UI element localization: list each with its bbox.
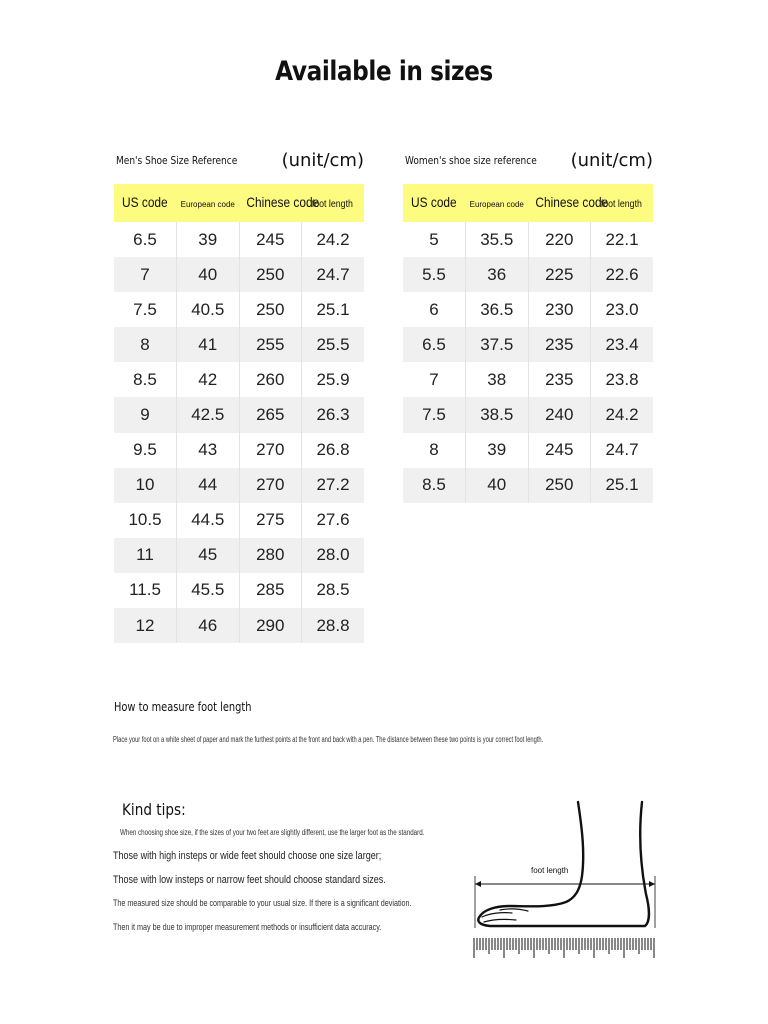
chinese-code-cell: 225 xyxy=(528,257,591,292)
us-code-cell: 7 xyxy=(429,369,439,389)
foot-length-cell: 27.2 xyxy=(302,468,365,503)
foot-outline xyxy=(478,802,649,926)
men-table-body xyxy=(114,222,364,643)
foot-length-cell: 25.1 xyxy=(591,468,654,503)
tip-line: The measured size should be comparable to your usual size. If there is a significant deviation. xyxy=(113,898,412,908)
table-row xyxy=(403,362,653,397)
foot-length-cell: 26.3 xyxy=(302,397,365,432)
us-code-cell: 8 xyxy=(114,327,177,362)
us-code-cell: 11 xyxy=(114,538,177,573)
european-code-cell: 38.5 xyxy=(466,397,529,432)
chinese-code-cell: 270 xyxy=(239,433,302,468)
us-code-cell: 5 xyxy=(429,229,439,249)
men-size-table xyxy=(114,184,364,643)
chinese-code-cell: 275 xyxy=(239,503,302,538)
european-code-cell: 39 xyxy=(466,433,529,468)
ruler xyxy=(474,938,654,958)
table-row xyxy=(114,538,364,573)
european-code-cell: 40.5 xyxy=(177,292,240,327)
women-table-header-row xyxy=(403,184,653,222)
foot-length-cell: 28.0 xyxy=(302,538,365,573)
us-code-cell: 8.5 xyxy=(403,468,466,503)
chinese-code-cell: 220 xyxy=(528,222,591,257)
european-code-cell: 38 xyxy=(466,362,529,397)
european-code-cell: 46 xyxy=(177,608,240,643)
european-code-cell: 40 xyxy=(466,468,529,503)
european-code-cell: 40 xyxy=(177,257,240,292)
table-row xyxy=(114,222,364,257)
chinese-code-cell: 255 xyxy=(239,327,302,362)
us-code-cell: 9.5 xyxy=(133,440,157,460)
header-us-code: US code xyxy=(114,184,177,222)
foot-length-cell: 28.8 xyxy=(302,608,365,643)
women-size-header xyxy=(403,150,653,184)
page-title: Available in sizes xyxy=(275,56,493,87)
us-code-cell: 8 xyxy=(429,440,439,460)
european-code-cell: 42 xyxy=(177,362,240,397)
foot-diagram xyxy=(470,798,660,962)
tip-line: Those with low insteps or narrow feet should choose standard sizes. xyxy=(113,874,386,886)
table-row xyxy=(114,397,364,432)
foot-length-cell: 27.6 xyxy=(302,503,365,538)
toe-lines xyxy=(482,909,528,922)
table-row xyxy=(403,327,653,362)
foot-length-cell: 22.6 xyxy=(591,257,654,292)
us-code-cell: 6 xyxy=(429,299,439,319)
chinese-code-cell: 270 xyxy=(239,468,302,503)
header-foot-length: foot length xyxy=(302,184,365,222)
women-table-body xyxy=(403,222,653,503)
table-row xyxy=(114,327,364,362)
men-size-header xyxy=(114,150,364,184)
chinese-code-cell: 230 xyxy=(528,292,591,327)
women-size-table xyxy=(403,184,653,503)
chinese-code-cell: 235 xyxy=(528,362,591,397)
men-size-section xyxy=(114,150,364,643)
foot-length-cell: 23.0 xyxy=(591,292,654,327)
foot-length-cell: 24.2 xyxy=(302,222,365,257)
table-row xyxy=(403,292,653,327)
us-code-cell: 12 xyxy=(114,608,177,643)
table-row xyxy=(114,503,364,538)
foot-length-cell: 22.1 xyxy=(591,222,654,257)
tip-line: Those with high insteps or wide feet should choose one size larger; xyxy=(113,850,382,862)
women-size-label: Women's shoe size reference xyxy=(405,154,537,167)
header-european-code: European code xyxy=(177,184,240,222)
measure-instructions: Place your foot on a white sheet of paper and mark the furthest points at the front and back with a pen. The distance between these two points is your correct foot length. xyxy=(113,735,544,744)
chinese-code-cell: 250 xyxy=(239,257,302,292)
us-code-cell: 9 xyxy=(114,397,177,432)
us-code-cell: 6.5 xyxy=(133,229,157,249)
us-code-cell: 11.5 xyxy=(129,580,161,600)
header-us-code: US code xyxy=(403,184,466,222)
table-row xyxy=(403,257,653,292)
chinese-code-cell: 250 xyxy=(239,292,302,327)
us-code-cell: 10.5 xyxy=(128,510,162,530)
measure-title: How to measure foot length xyxy=(114,700,252,714)
header-chinese-code: Chinese code xyxy=(528,184,591,222)
foot-length-cell: 25.5 xyxy=(302,327,365,362)
table-row xyxy=(114,362,364,397)
european-code-cell: 39 xyxy=(177,222,240,257)
chinese-code-cell: 240 xyxy=(528,397,591,432)
chinese-code-cell: 265 xyxy=(239,397,302,432)
european-code-cell: 36.5 xyxy=(466,292,529,327)
chinese-code-cell: 290 xyxy=(239,608,302,643)
foot-length-label: foot length xyxy=(531,866,569,875)
table-row xyxy=(114,433,364,468)
table-row xyxy=(403,222,653,257)
foot-length-cell: 25.9 xyxy=(302,362,365,397)
tip-line: When choosing shoe size, if the sizes of your two feet are slightly different, use the larger foot as the standard. xyxy=(120,828,425,837)
men-size-label: Men's Shoe Size Reference xyxy=(116,154,238,167)
us-code-cell: 5.5 xyxy=(403,257,466,292)
tips-title: Kind tips: xyxy=(122,800,186,819)
table-row xyxy=(403,397,653,432)
table-row xyxy=(114,573,364,608)
table-row xyxy=(403,468,653,503)
table-row xyxy=(114,292,364,327)
foot-length-cell: 26.8 xyxy=(302,433,365,468)
chinese-code-cell: 285 xyxy=(239,573,302,608)
us-code-cell: 10 xyxy=(114,468,177,503)
men-table-header-row xyxy=(114,184,364,222)
us-code-cell: 8.5 xyxy=(133,369,157,389)
european-code-cell: 42.5 xyxy=(177,397,240,432)
european-code-cell: 45 xyxy=(177,538,240,573)
foot-length-cell: 23.8 xyxy=(591,362,654,397)
foot-length-cell: 28.5 xyxy=(302,573,365,608)
foot-length-cell: 23.4 xyxy=(591,327,654,362)
women-unit-label: (unit/cm) xyxy=(570,150,653,171)
chinese-code-cell: 250 xyxy=(528,468,591,503)
european-code-cell: 37.5 xyxy=(466,327,529,362)
european-code-cell: 44 xyxy=(177,468,240,503)
us-code-cell: 7 xyxy=(114,257,177,292)
men-unit-label: (unit/cm) xyxy=(281,150,364,171)
us-code-cell: 6.5 xyxy=(403,327,466,362)
header-european-code: European code xyxy=(466,184,529,222)
us-code-cell: 7.5 xyxy=(133,299,157,319)
european-code-cell: 41 xyxy=(177,327,240,362)
table-row xyxy=(403,433,653,468)
table-row xyxy=(114,257,364,292)
chinese-code-cell: 245 xyxy=(528,433,591,468)
chinese-code-cell: 235 xyxy=(528,327,591,362)
tip-line: Then it may be due to improper measurement methods or insufficient data accuracy. xyxy=(113,922,382,932)
european-code-cell: 43 xyxy=(177,433,240,468)
chinese-code-cell: 245 xyxy=(239,222,302,257)
women-size-section xyxy=(403,150,653,503)
chinese-code-cell: 260 xyxy=(239,362,302,397)
table-row xyxy=(114,468,364,503)
header-chinese-code: Chinese code xyxy=(239,184,302,222)
foot-length-cell: 25.1 xyxy=(302,292,365,327)
foot-length-cell: 24.7 xyxy=(302,257,365,292)
chinese-code-cell: 280 xyxy=(239,538,302,573)
european-code-cell: 45.5 xyxy=(177,573,240,608)
us-code-cell: 7.5 xyxy=(403,397,466,432)
european-code-cell: 36 xyxy=(466,257,529,292)
european-code-cell: 44.5 xyxy=(177,503,240,538)
european-code-cell: 35.5 xyxy=(466,222,529,257)
header-foot-length: foot length xyxy=(591,184,654,222)
foot-length-cell: 24.2 xyxy=(591,397,654,432)
foot-length-cell: 24.7 xyxy=(591,433,654,468)
table-row xyxy=(114,608,364,643)
